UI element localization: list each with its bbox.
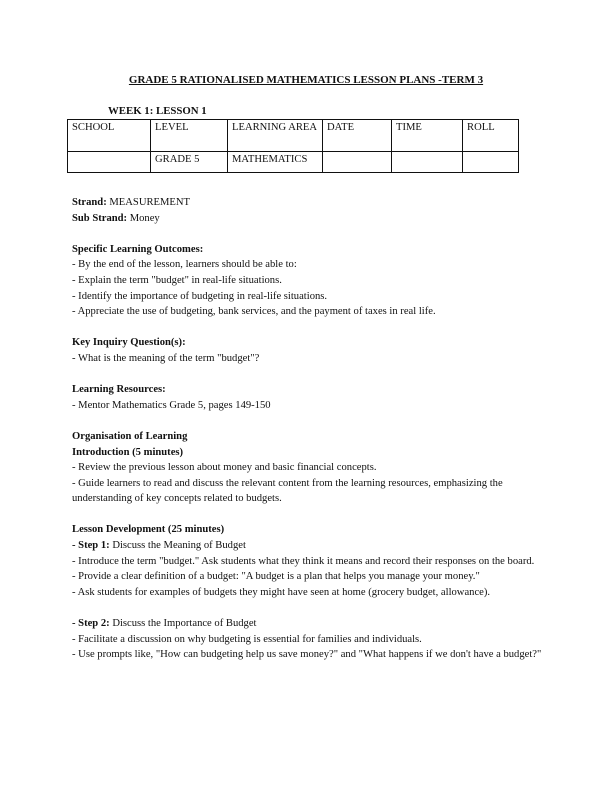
step1-title: Discuss the Meaning of Budget xyxy=(112,540,246,552)
outcome-item: - Appreciate the use of budgeting, bank services, and the payment of taxes in real life. xyxy=(72,306,436,318)
cell-roll xyxy=(463,152,519,173)
inquiry-item: - What is the meaning of the term "budget"? xyxy=(72,352,260,364)
resource-item: - Mentor Mathematics Grade 5, pages 149-150 xyxy=(72,399,271,411)
resources-heading xyxy=(72,382,542,398)
lesson-content xyxy=(72,195,542,663)
header-learning-area: LEARNING AREA xyxy=(228,120,323,152)
cell-level: GRADE 5 xyxy=(151,152,228,173)
cell-time xyxy=(392,152,463,173)
strand-line xyxy=(72,195,542,211)
inquiry-heading xyxy=(72,335,542,351)
sub-strand-value: Money xyxy=(129,212,160,224)
strand-label: Strand: xyxy=(72,197,107,208)
header-roll: ROLL xyxy=(463,120,519,152)
week-heading: WEEK 1: LESSON 1 xyxy=(108,105,207,117)
outcome-item: - By the end of the lesson, learners should be able to: xyxy=(72,259,297,271)
step1-line xyxy=(72,538,542,554)
cell-date xyxy=(323,152,392,173)
step2-line xyxy=(72,616,542,632)
intro-item: - Guide learners to read and discuss the relevant content from the learning resources, emphasizing the understanding of key concepts related to budgets. xyxy=(72,477,503,505)
cell-school xyxy=(68,152,151,173)
header-level: LEVEL xyxy=(151,120,228,152)
outcome-item: - Identify the importance of budgeting in real-life situations. xyxy=(72,290,328,302)
introduction-heading-text: Introduction (5 minutes) xyxy=(72,446,184,458)
strand-value: MEASUREMENT xyxy=(109,197,191,208)
cell-learning-area: MATHEMATICS xyxy=(228,152,323,173)
sub-strand-line xyxy=(72,211,542,227)
step2-title: Discuss the Importance of Budget xyxy=(112,618,257,630)
inquiry-heading-text: Key Inquiry Question(s): xyxy=(72,337,186,349)
step1-label: - Step 1: xyxy=(72,540,110,552)
step1-item: - Provide a clear definition of a budget: "A budget is a plan that helps you manage your money." xyxy=(72,571,480,583)
document-title: GRADE 5 RATIONALISED MATHEMATICS LESSON PLANS -TERM 3 xyxy=(128,74,484,86)
table-header-row xyxy=(68,120,519,152)
development-heading xyxy=(72,522,542,538)
sub-strand-label: Sub Strand: xyxy=(72,212,128,224)
organisation-heading xyxy=(72,429,542,445)
table-row xyxy=(68,152,519,173)
lesson-info-table xyxy=(67,119,519,173)
header-school: SCHOOL xyxy=(68,120,151,152)
header-time: TIME xyxy=(392,120,463,152)
step1-item: - Introduce the term "budget." Ask students what they think it means and record their responses on the board. xyxy=(72,555,535,567)
outcomes-heading-text: Specific Learning Outcomes: xyxy=(72,243,204,255)
header-date: DATE xyxy=(323,120,392,152)
outcome-item: - Explain the term "budget" in real-life situations. xyxy=(72,274,282,286)
development-heading-text: Lesson Development (25 minutes) xyxy=(72,524,225,536)
step2-item: - Facilitate a discussion on why budgeting is essential for families and individuals. xyxy=(72,633,422,645)
outcomes-heading xyxy=(72,242,542,258)
step1-item: - Ask students for examples of budgets they might have seen at home (grocery budget, allowance). xyxy=(72,586,491,598)
intro-item: - Review the previous lesson about money and basic financial concepts. xyxy=(72,462,377,474)
step2-item: - Use prompts like, "How can budgeting help us save money?" and "What happens if we don't have a budget?" xyxy=(72,649,542,661)
introduction-heading xyxy=(72,445,542,461)
step2-label: - Step 2: xyxy=(72,618,110,630)
resources-heading-text: Learning Resources: xyxy=(72,384,166,396)
organisation-heading-text: Organisation of Learning xyxy=(72,430,188,442)
